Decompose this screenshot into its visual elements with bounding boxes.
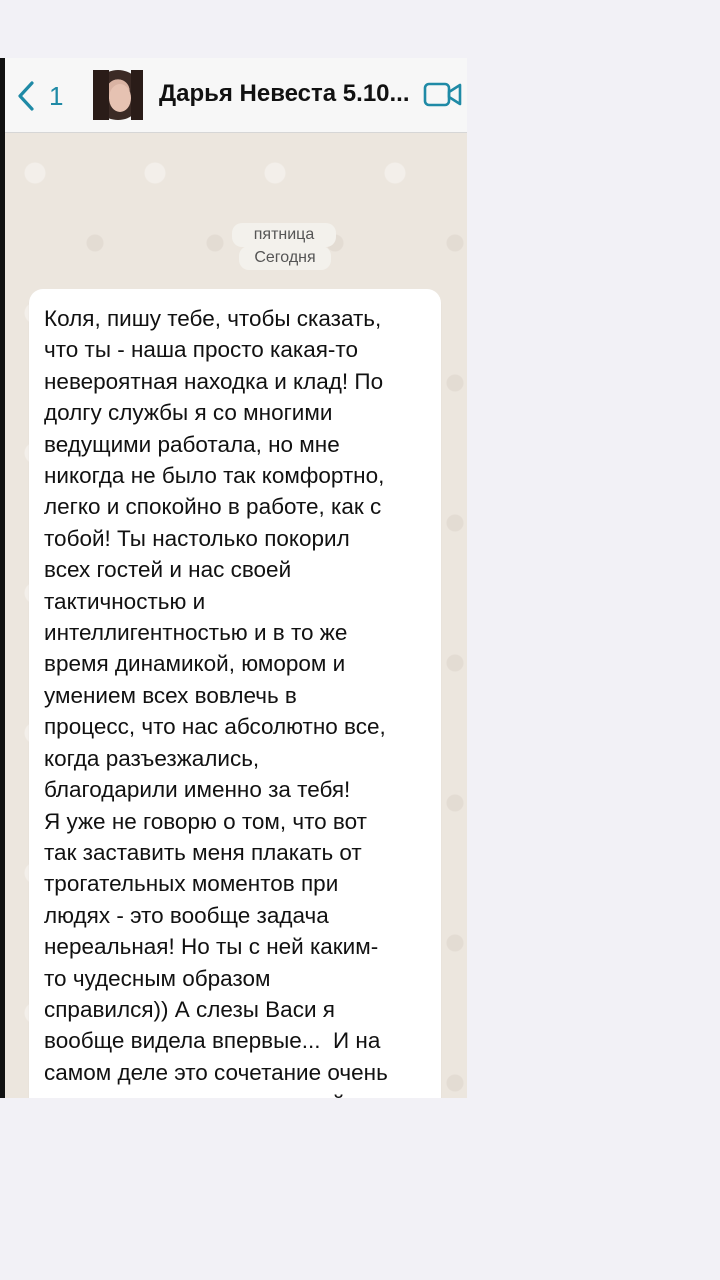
back-button[interactable]	[15, 78, 75, 114]
right-margin	[467, 58, 720, 1098]
chat-screen	[5, 58, 467, 1098]
chat-background	[5, 133, 467, 1098]
video-call-icon	[423, 80, 463, 110]
top-margin	[0, 0, 720, 58]
message-text: Коля, пишу тебе, чтобы сказать, что ты - наша просто какая-то невероятная находка и клад! По долгу службы я со многими ведущими работала, но мне никогда не было так комфортно, легко и спокойно в работе, как с тобой! Ты настолько покорил всех гостей и нас своей тактичностью и интеллигентностью и в то же время динамикой, юмором и умением всех вовлечь в процесс, что нас абсолютно все, когда разъезжались, благодарили именно за тебя! Я уже не говорю о том, что вот так заставить меня плакать от трогательных моментов при людях - это вообще задача нереальная! Но ты с ней каким- то чудесным образом справился)) А слезы Васи я вообще видела впервые... И на самом деле это сочетание очень	[44, 306, 388, 1085]
message-bubble[interactable]	[29, 289, 441, 1189]
date-label-today: Сегодня	[239, 246, 331, 270]
video-call-button[interactable]	[423, 80, 463, 110]
bottom-margin	[0, 1098, 720, 1280]
date-label-day: пятница	[232, 223, 336, 247]
unread-count: 1	[49, 80, 64, 111]
contact-name[interactable]: Дарья Невеста 5.10...	[159, 80, 410, 107]
avatar[interactable]	[93, 70, 143, 120]
chevron-left-icon	[15, 80, 37, 112]
chat-header	[5, 58, 467, 133]
